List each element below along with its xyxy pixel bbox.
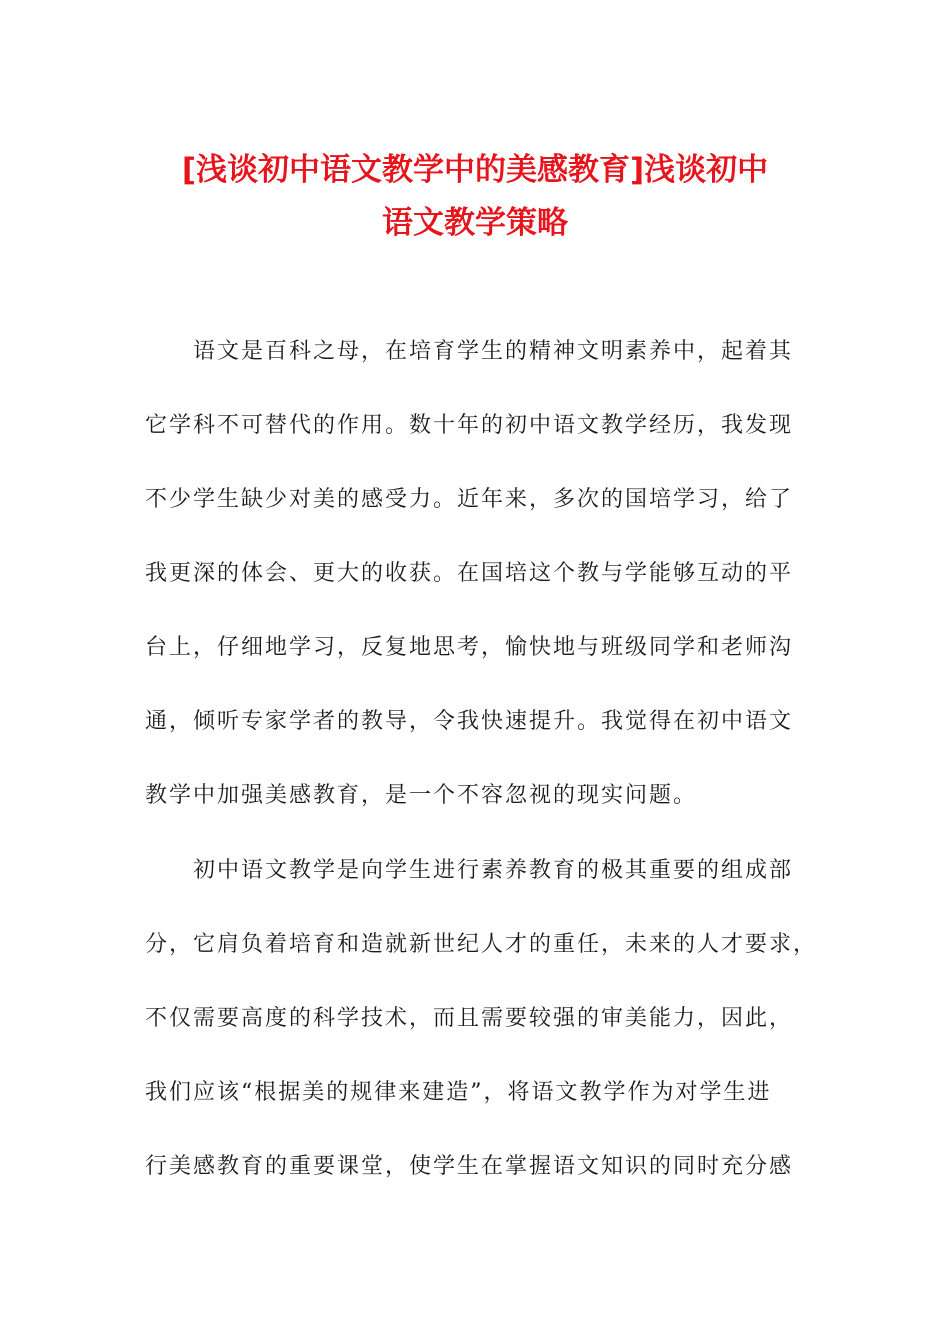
paragraph-2-line-4: 我们应该“根据美的规律来建造”，将语文教学作为对学生进 xyxy=(145,1080,772,1105)
paragraph-2-line-3: 不仅需要高度的科学技术，而且需要较强的审美能力，因此， xyxy=(145,1006,794,1031)
title-line-1: [浅谈初中语文教学中的美感教育]浅谈初中 xyxy=(181,152,769,188)
paragraph-1-line-1: 语文是百科之母，在培育学生的精神文明素养中，起着其 xyxy=(193,339,794,364)
paragraph-1-line-2: 它学科不可替代的作用。数十年的初中语文教学经历，我发现 xyxy=(145,413,794,438)
paragraph-2-line-1: 初中语文教学是向学生进行素养教育的极其重要的组成部 xyxy=(193,858,794,883)
paragraph-2-line-5: 行美感教育的重要课堂，使学生在掌握语文知识的同时充分感 xyxy=(145,1154,794,1179)
title-line-2: 语文教学策略 xyxy=(382,205,568,241)
paragraph-1-line-5: 台上，仔细地学习，反复地思考，愉快地与班级同学和老师沟 xyxy=(145,635,794,660)
paragraph-1-line-6: 通，倾听专家学者的教导，令我快速提升。我觉得在初中语文 xyxy=(145,709,794,734)
document-title xyxy=(100,144,850,250)
paragraph-1-line-3: 不少学生缺少对美的感受力。近年来，多次的国培学习，给了 xyxy=(145,487,794,512)
paragraph-1-line-7: 教学中加强美感教育，是一个不容忽视的现实问题。 xyxy=(145,783,698,808)
paragraph-1-line-4: 我更深的体会、更大的收获。在国培这个教与学能够互动的平 xyxy=(145,561,794,586)
paragraph-2-line-2: 分，它肩负着培育和造就新世纪人才的重任，未来的人才要求， xyxy=(145,932,818,957)
